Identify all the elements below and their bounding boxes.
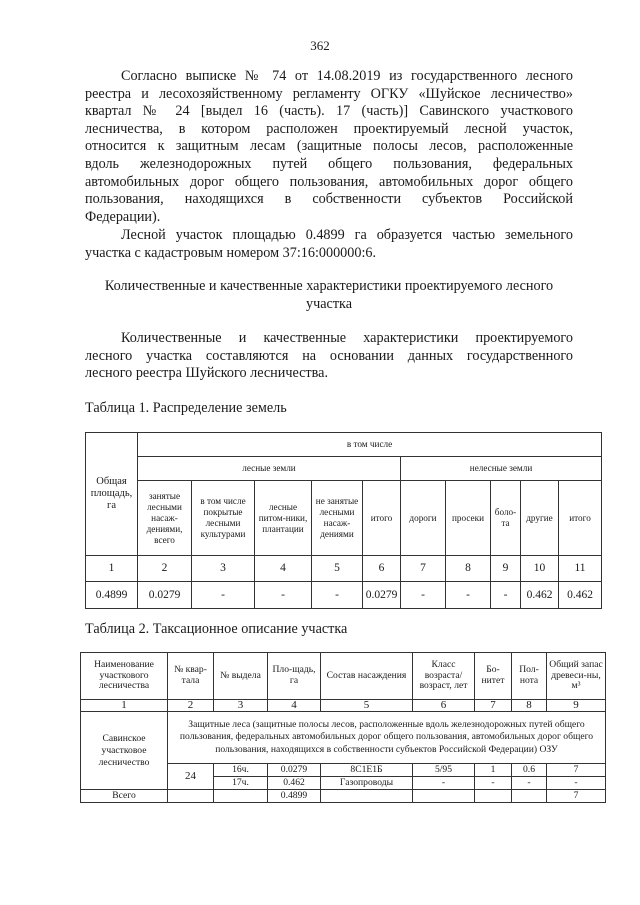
header-col: Пол-нота <box>512 653 547 700</box>
table-row: 17ч. 0.462 Газопроводы - - - - <box>81 777 606 790</box>
header-nonforest-lands: нелесные земли <box>401 457 602 481</box>
forestry-name-cell: Савинское участковое лесничество <box>81 712 168 790</box>
header-col: Класс возраста/ возраст, лет <box>413 653 475 700</box>
header-col: дороги <box>401 481 446 556</box>
table-land-distribution <box>85 432 602 609</box>
paragraph-plot-area: Лесной участок площадью 0.4899 га образуется частью земельного участка с кадастровым номером 37:16:000000:6. <box>85 227 573 261</box>
column-numbers-row: 1 2 3 4 5 6 7 8 9 10 11 <box>86 556 602 582</box>
header-col: № выдела <box>214 653 268 700</box>
header-col: боло-та <box>491 481 521 556</box>
paragraph-characteristics: Количественные и качественные характеристики проектируемого лесного участка составляются на основании данных государственного лесного реестра Шуйского лесничества. <box>85 330 573 382</box>
header-col: Наименование участкового лесничества <box>81 653 168 700</box>
header-col: Пло-щадь, га <box>268 653 321 700</box>
header-col: Состав насаждения <box>321 653 413 700</box>
quarter-cell: 24 <box>168 764 214 790</box>
header-col: Общий запас древеси-ны, м³ <box>547 653 606 700</box>
page-number: 362 <box>310 38 330 53</box>
header-col: № квар-тала <box>168 653 214 700</box>
header-col: итого <box>363 481 401 556</box>
header-col: лесные питом-ники, плантации <box>255 481 312 556</box>
table-row: 0.4899 0.0279 - - - 0.0279 - - - 0.462 0.462 <box>86 582 602 609</box>
paragraph-legal-status: Согласно выписке № 74 от 14.08.2019 из государственного лесного реестра и лесохозяйственному регламенту ОГКУ «Шуйское лесничество» квартал № 24 [выдел 16 (часть). 17 (часть)] Савинского участкового лесничества, в котором расположен проектируемый лесной участок, относится к защитным лесам (защитные полосы лесов, расположенные вдоль железнодорожных путей общего пользования, федеральных автомобильных дорог общего пользования, автомобильных дорог общего пользования, находящихся в собственности субъектов Российской Федерации). <box>85 68 573 225</box>
total-row: Всего 0.4899 7 <box>81 790 606 803</box>
table-row: 24 16ч. 0.0279 8С1Е1Б 5/95 1 0.6 7 <box>81 764 606 777</box>
header-col: другие <box>521 481 559 556</box>
column-numbers-row: 1 2 3 4 5 6 7 8 9 <box>81 700 606 712</box>
header-col: не занятые лесными насаж-дениями <box>312 481 363 556</box>
table-taxation-description <box>80 652 606 803</box>
header-including: в том числе <box>138 433 602 457</box>
section-heading: Количественные и качественные характеристики проектируемого лесного участка <box>104 278 554 312</box>
table1-caption: Таблица 1. Распределение земель <box>85 400 287 416</box>
table2-caption: Таблица 2. Таксационное описание участка <box>85 621 348 637</box>
header-forest-lands: лесные земли <box>138 457 401 481</box>
header-col: итого <box>559 481 602 556</box>
header-col: Бо-нитет <box>475 653 512 700</box>
protection-category-note: Защитные леса (защитные полосы лесов, расположенные вдоль железнодорожных путей общего пользования, федеральных автомобильных дорог общего пользования, автомобильных дорог общего пользования, находящихся в собственности субъектов Российской Федерации) ОЗУ <box>168 712 606 764</box>
header-col: просеки <box>446 481 491 556</box>
header-total-area: Общая площадь, га <box>86 433 138 556</box>
header-col: в том числе покрытые лесными культурами <box>192 481 255 556</box>
header-col: занятые лесными насаж-дениями, всего <box>138 481 192 556</box>
